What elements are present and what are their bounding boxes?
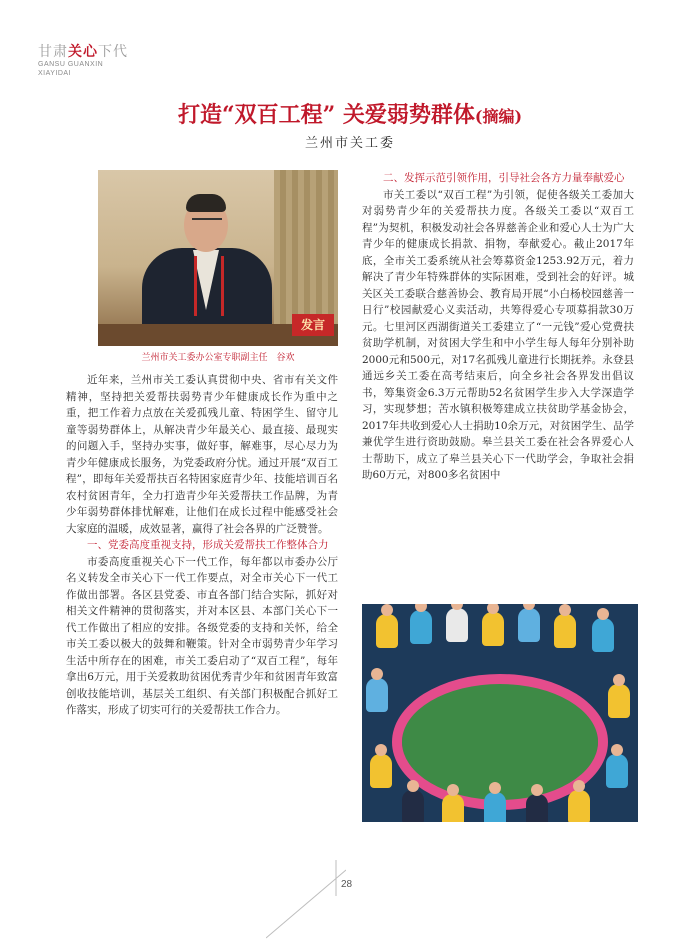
paragraph-section-1: 市委高度重视关心下一代工作，每年都以市委办公厅名义转发全市关心下一代工作要点，对全市关心下一代工作做出部署。各区县党委、市直各部门结合实际，抓好对相关文件精神的贯彻落实，并对本区县、本部门关心下一代工作做出了相应的安排。各级党委的支持和关怀，给全市关工委以极大的鼓舞和鞭策。针对全市弱势青少年学习生活中所存在的困难，市关工委启动了“双百工程”，每年拿出6万元，用于关爱救助贫困优秀青少年和贫困青年致富创收技能培训，基层关工组织、有关部门积极配合抓好工作落实，形成了切实可行的关爱帮扶工作合力。 <box>66 555 338 716</box>
brand-english-line1: GANSU GUANXIN <box>38 61 104 68</box>
article-title-suffix: (摘编) <box>474 107 523 126</box>
child-figure <box>366 678 388 712</box>
child-figure <box>442 794 464 822</box>
speaker-hair-shape <box>186 194 226 212</box>
children-circle-photo <box>362 604 638 822</box>
child-figure <box>410 610 432 644</box>
child-figure <box>518 608 540 642</box>
section-heading-2: 二、发挥示范引领作用，引导社会各方力量奉献爱心 <box>383 172 625 184</box>
child-figure <box>370 754 392 788</box>
child-figure <box>554 614 576 648</box>
paragraph-section-2: 市关工委以“双百工程”为引领，促使各级关工委加大对弱势青少年的关爱帮扶力度。各级关工委以“双百工程”为契机，积极发动社会各界慈善企业和爱心人士为广大青少年的健康成长捐款、捐物，奉献爱心。截止2017年底，全市关工委系统从社会筹募资金1253.92万元，着力解决了青少年特殊群体的实际困难，受到社会的好评。城关区关工委联合慈善协会、教育局开展“小白杨校园慈善一日行”校园献爱心义卖活动，共筹得爱心专项募捐款30万元。七里河区西湖街道关工委建立了“一元钱”爱心党费扶贫助学机制，对贫困大学生和中小学生每人每年分别补助2000元和500元，对17名孤残儿童进行长期抚养。永登县通远乡关工委在高考结束后，向全乡社会各界发出倡议书，筹集资金6.3万元帮助52名贫困学生步入大学深造学习，实现梦想；苦水镇积极筹建成立扶贫助学基金协会，2017年共收到爱心人士捐助10余万元，对贫困学生、品学兼优学生进行资助鼓励。皋兰县关工委在社会各界爱心人士帮助下，成立了皋兰县关心下一代助学会，争取社会捐助60万元，对800多名贫困中 <box>362 188 634 481</box>
brand-english-line2: XIAYIDAI <box>38 70 72 77</box>
masthead-brand <box>38 44 148 60</box>
brand-right: 下代 <box>98 44 128 60</box>
child-figure <box>376 614 398 648</box>
article-author: 兰州市关工委 <box>304 136 395 151</box>
article-title <box>0 98 700 129</box>
child-figure <box>484 792 506 822</box>
child-figure <box>592 618 614 652</box>
child-figure <box>608 684 630 718</box>
speaker-sign: 发言 <box>292 314 334 336</box>
child-figure <box>568 790 590 822</box>
paragraph-intro: 近年来，兰州市关工委认真贯彻中央、省市有关文件精神，坚持把关爱帮扶弱势青少年健康成长作为重中之重，把工作着力点放在关爱孤残儿童、特困学生、留守儿童等弱势群体上，从解决青少年最关心、最直接、最现实的问题入手，坚持办实事，做好事，解难事，尽心尽力为青少年健康成长服务，为党委政府分忧。通过开展“双百工程”，即每年关爱帮扶百名特困家庭青少年、技能培训百名农村贫困青年，全力打造青少年关爱帮扶工作品牌，为青少年弱势群体排忧解难，让他们在成长过程中能感受社会大家庭的温暖，成效显著，赢得了社会各界的广泛赞誉。 <box>66 374 338 535</box>
page-corner-decoration <box>266 860 346 940</box>
child-figure <box>606 754 628 788</box>
masthead-logo <box>38 44 148 84</box>
child-figure <box>446 608 468 642</box>
child-figure <box>482 612 504 646</box>
speaker-photo <box>98 170 338 346</box>
speaker-lanyard-shape <box>194 256 224 316</box>
speaker-glasses-shape <box>192 218 222 228</box>
brand-accent: 关心 <box>68 44 98 60</box>
article-title-main: 打造“双百工程” 关爱弱势群体 <box>177 102 475 128</box>
left-column <box>66 372 338 719</box>
child-figure <box>402 790 424 822</box>
child-figure <box>526 794 548 822</box>
section-heading-1: 一、党委高度重视支持，形成关爱帮扶工作整体合力 <box>87 539 329 551</box>
brand-left: 甘肃 <box>38 44 68 60</box>
right-column <box>362 170 634 484</box>
page-number: 28 <box>341 879 353 890</box>
photo-caption: 兰州市关工委办公室专职副主任 谷欢 <box>141 352 295 362</box>
